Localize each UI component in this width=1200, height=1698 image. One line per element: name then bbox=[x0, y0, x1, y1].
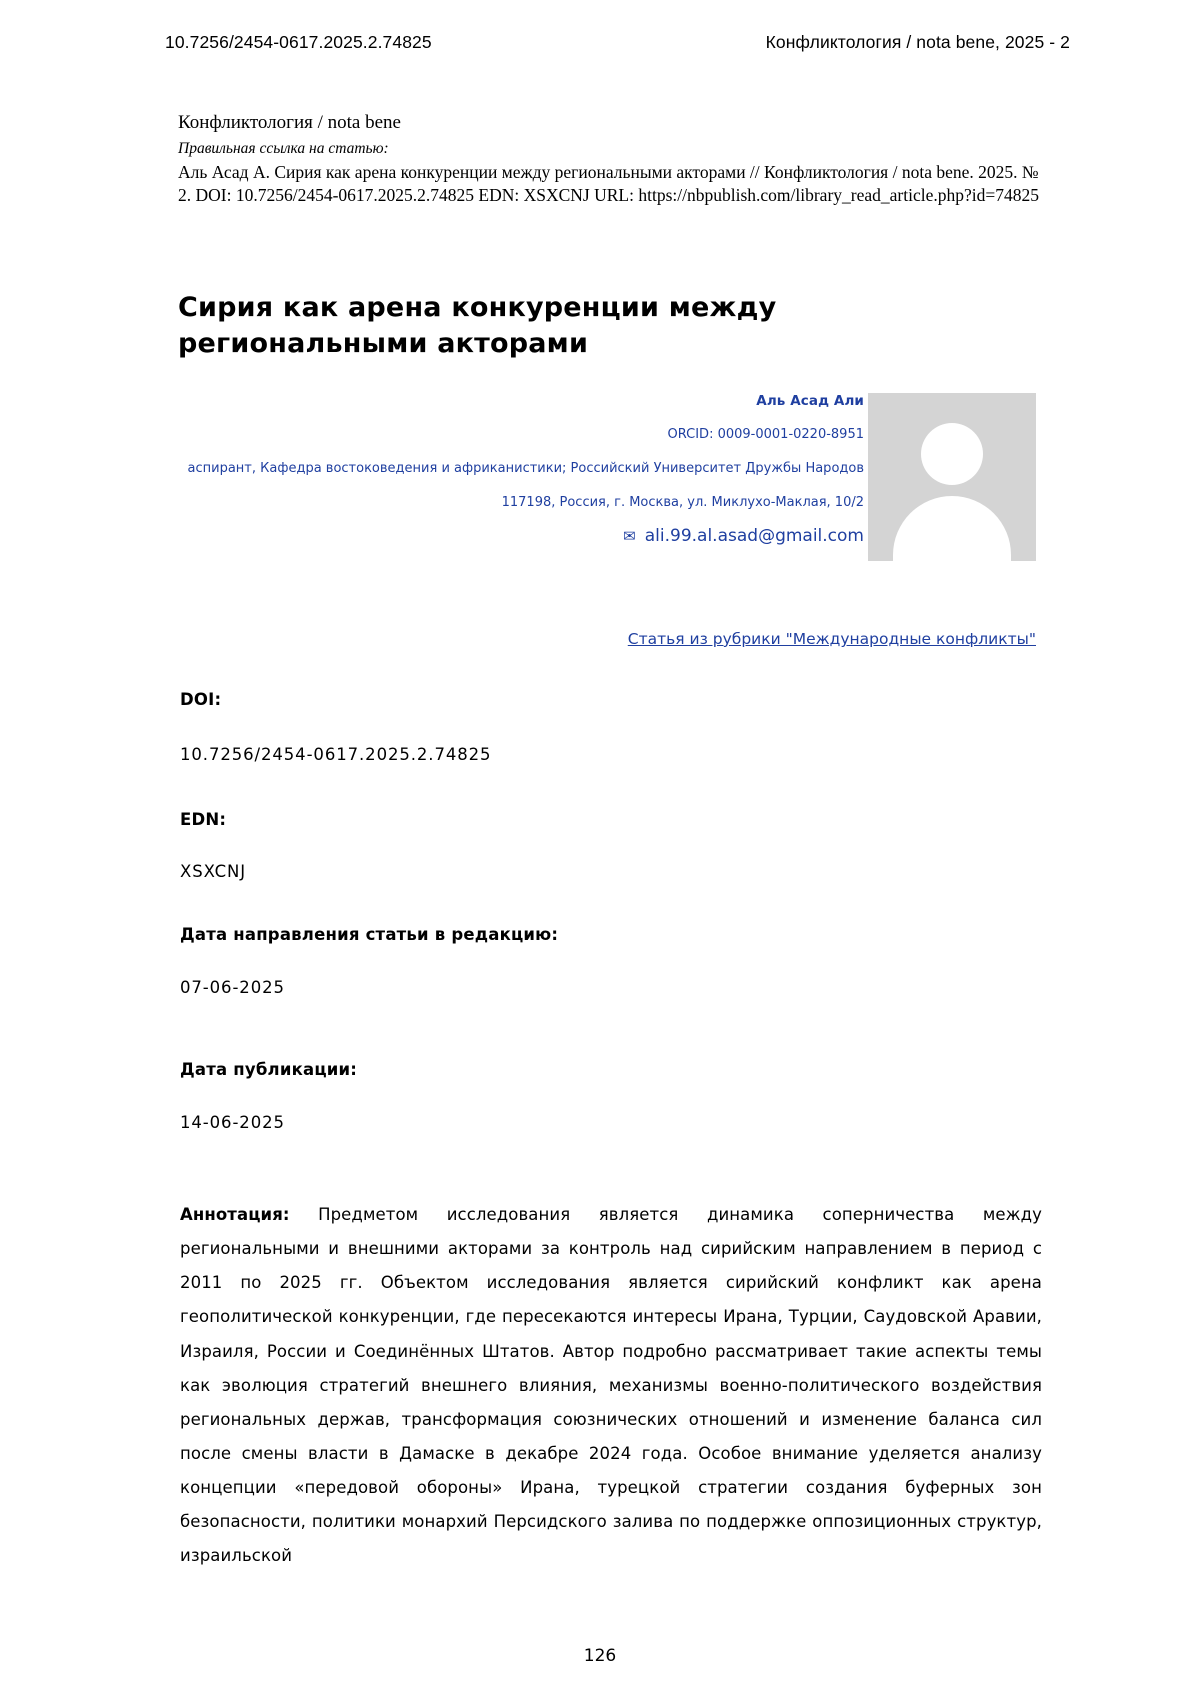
running-head-journal: Конфликтология / nota bene, 2025 - 2 bbox=[765, 32, 1070, 52]
edn-value: XSXCNJ bbox=[180, 862, 247, 881]
author-email-row[interactable] bbox=[184, 526, 864, 546]
citation-label: Правильная ссылка на статью: bbox=[178, 139, 389, 157]
avatar-body-shape bbox=[893, 496, 1011, 561]
published-date-value: 14-06-2025 bbox=[180, 1113, 285, 1132]
rubric-link[interactable]: Статья из рубрики "Международные конфликты" bbox=[627, 630, 1036, 648]
page-number: 126 bbox=[583, 1646, 617, 1666]
author-address: 117198, Россия, г. Москва, ул. Миклухо-Маклая, 10/2 bbox=[501, 495, 864, 510]
author-info bbox=[184, 393, 864, 546]
citation-block bbox=[178, 110, 1048, 207]
author-orcid: ORCID: 0009-0001-0220-8951 bbox=[667, 427, 864, 442]
author-email[interactable]: ali.99.al.asad@gmail.com bbox=[644, 526, 864, 546]
abstract-label: Аннотация: bbox=[180, 1205, 290, 1224]
running-head-doi: 10.7256/2454-0617.2025.2.74825 bbox=[165, 32, 432, 52]
published-date-label: Дата публикации: bbox=[180, 1060, 358, 1079]
avatar bbox=[868, 393, 1036, 561]
submitted-date-value: 07-06-2025 bbox=[180, 978, 285, 997]
doi-label: DOI: bbox=[180, 690, 222, 709]
avatar-head-shape bbox=[921, 423, 983, 485]
citation-journal-name: Конфликтология / nota bene bbox=[178, 112, 401, 133]
author-card bbox=[178, 393, 1036, 578]
abstract-text: Предметом исследования является динамика соперничества между региональными и внешними акторами за контроль над сирийским направлением в период с 2011 по 2025 гг. Объектом исследования является сирийский конфликт как арена геополитической конкуренции, где пересекаются интересы Ирана, Турции, Саудовской Аравии, Израиля, России и Соединённых Штатов. Автор подробно рассматривает такие аспекты темы как эволюция стратегий внешнего влияния, механизмы военно-политического воздействия региональных держав, трансформация союзнических отношений и изменение баланса сил после смены власти в Дамаске в декабре 2024 года. Особое внимание уделяется анализу концепции «передовой обороны» Ирана, турецкой стратегии создания буферных зон безопасности, политики монархий Персидского залива по поддержке оппозиционных структур, израильской bbox=[180, 1205, 1042, 1566]
author-name: Аль Асад Али bbox=[756, 393, 864, 409]
submitted-date-label: Дата направления статьи в редакцию: bbox=[180, 925, 559, 944]
running-head bbox=[165, 32, 1070, 53]
author-affiliation: аспирант, Кафедра востоковедения и африканистики; Российский Университет Дружбы Народов bbox=[187, 461, 864, 476]
page-title: Сирия как арена конкуренции между региональными акторами bbox=[178, 292, 777, 359]
doi-value: 10.7256/2454-0617.2025.2.74825 bbox=[180, 745, 492, 764]
edn-label: EDN: bbox=[180, 810, 227, 829]
abstract bbox=[180, 1198, 1042, 1574]
mail-icon: ✉ bbox=[623, 526, 636, 545]
citation-text: Аль Асад А. Сирия как арена конкуренции между региональными акторами // Конфликтология / nota bene. 2025. № 2. DOI: 10.7256/2454-0617.2025.2.74825 EDN: XSXCNJ URL: https://nbpublish.com/library_read_article.php?id=74825 bbox=[178, 161, 1039, 205]
